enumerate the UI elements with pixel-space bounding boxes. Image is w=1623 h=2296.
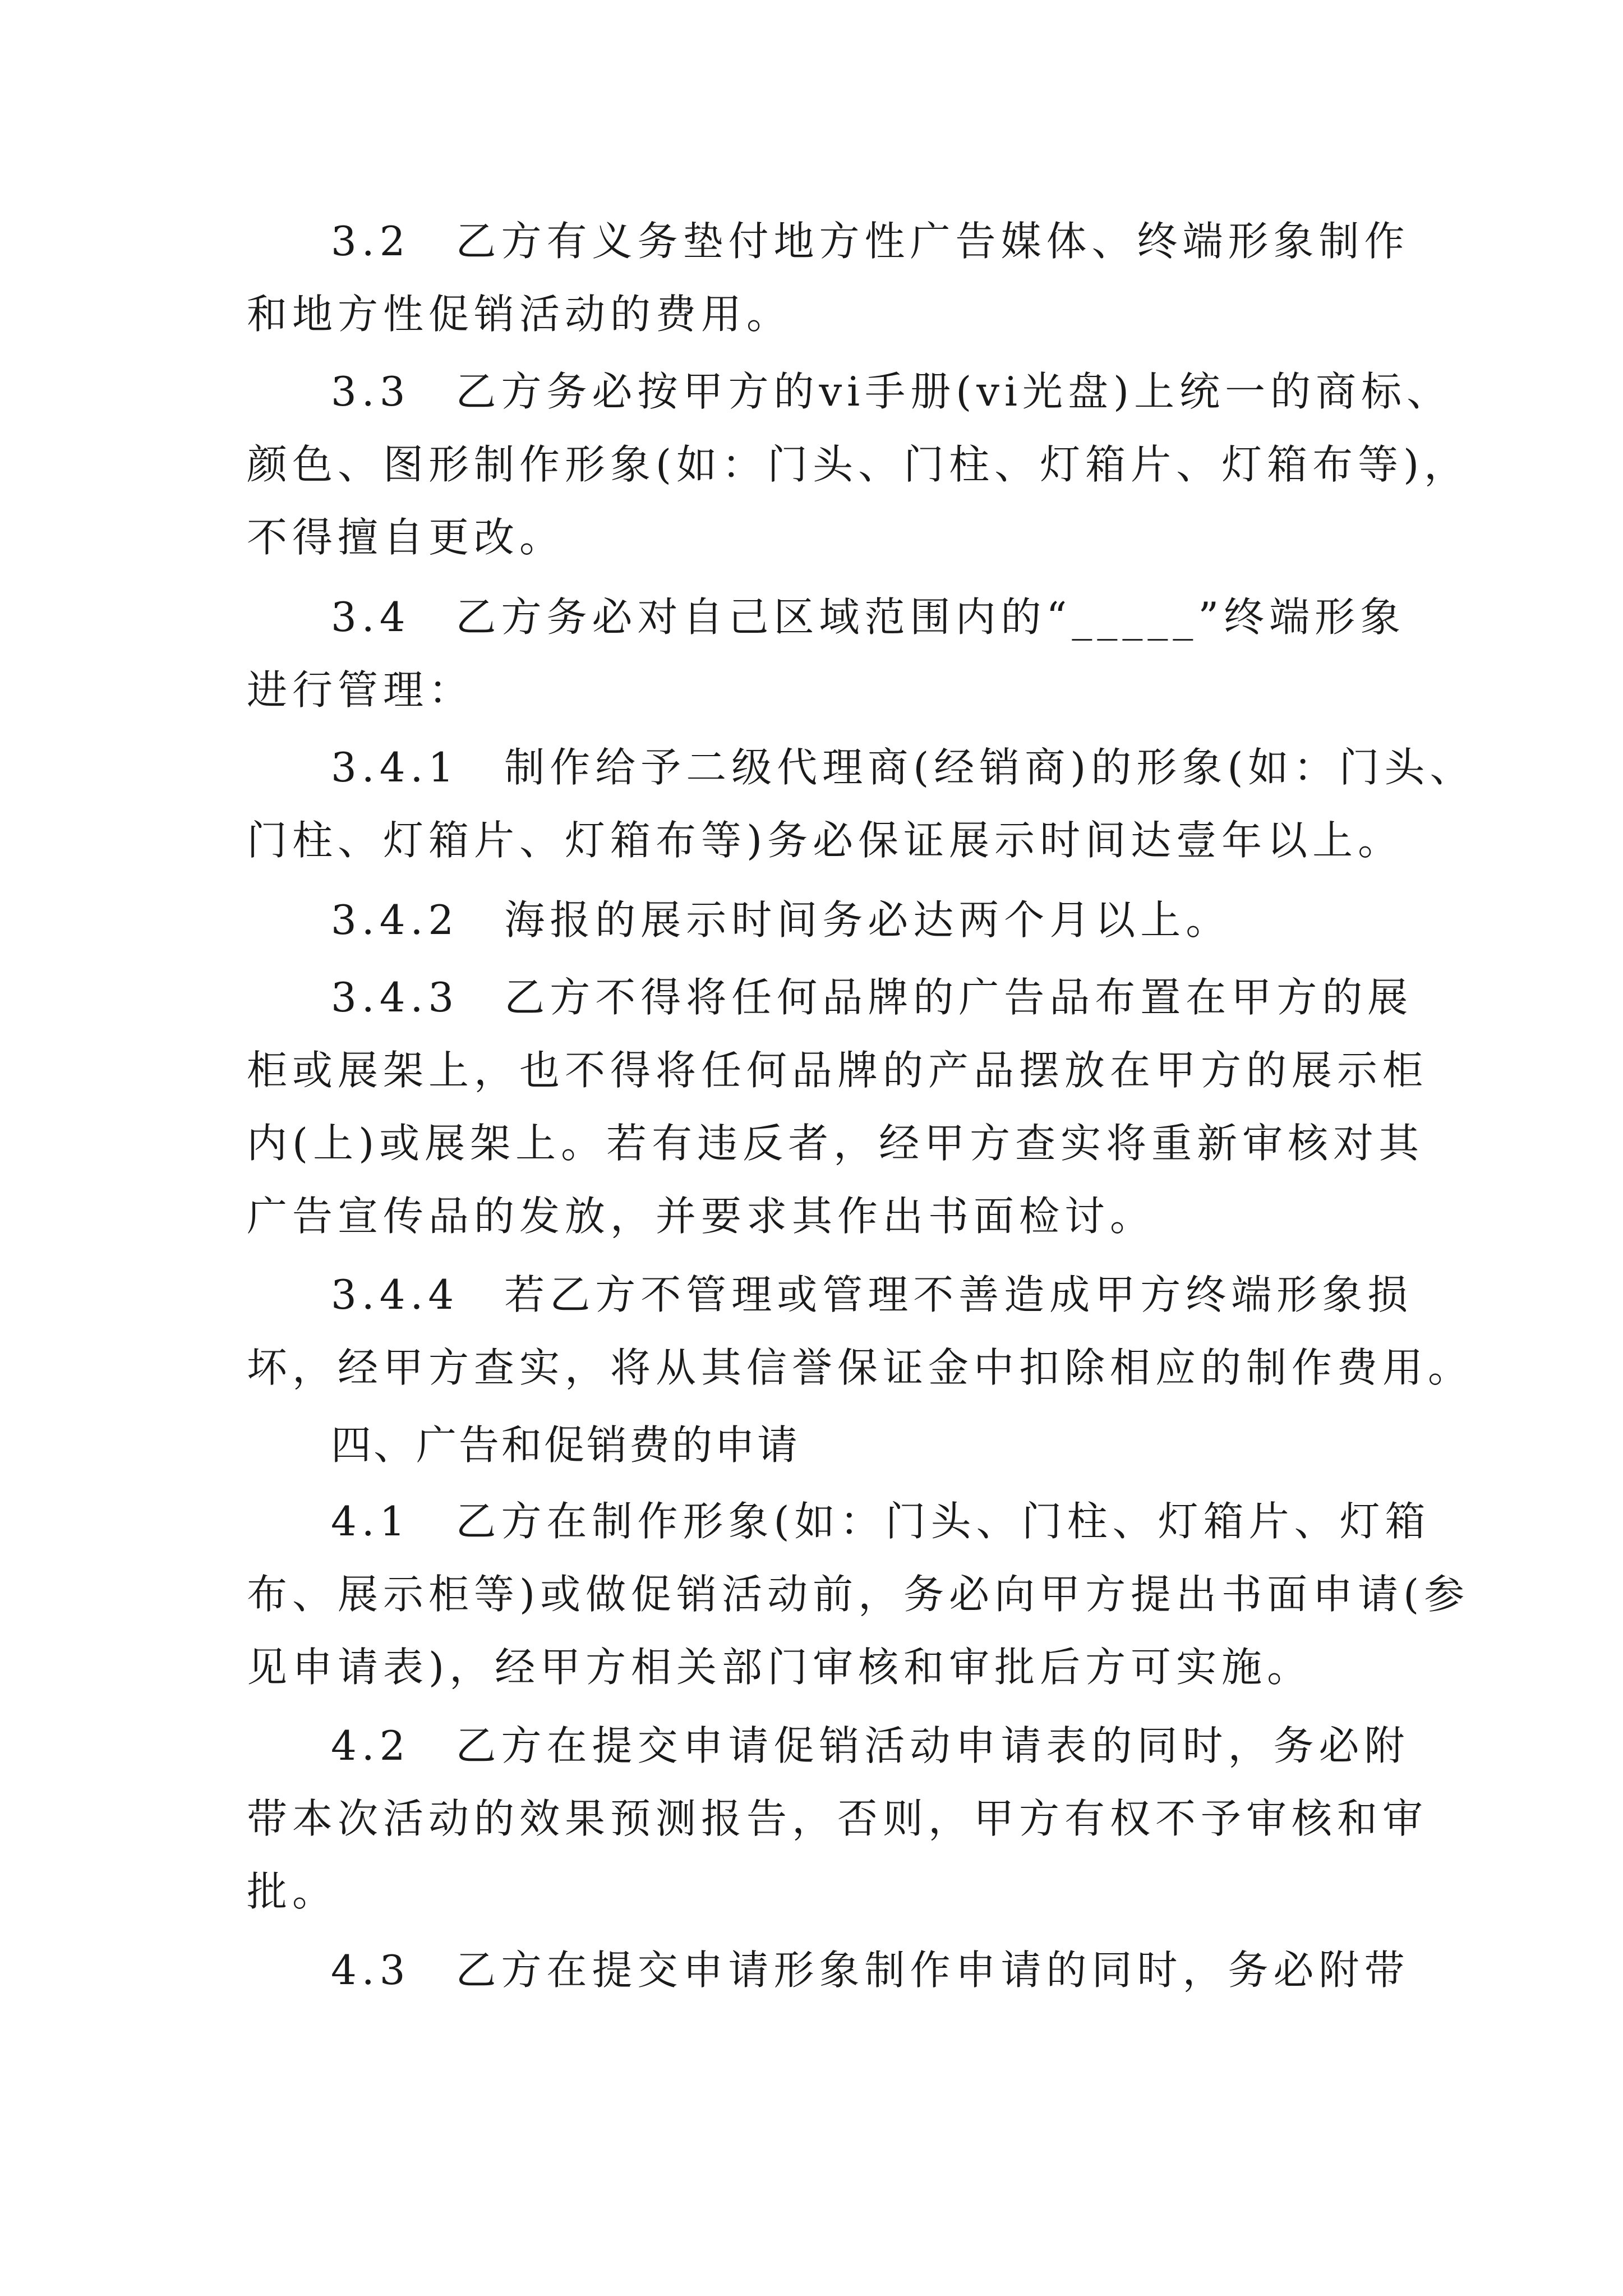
clause-3-4-3-line-2: 柜或展架上，也不得将任何品牌的产品摆放在甲方的展示柜 [247, 1047, 1428, 1094]
clause-3-4-4-line-1: 3.4.4 若乙方不管理或管理不善造成甲方终端形象损 [331, 1271, 1413, 1318]
clause-3-3-line-1: 3.3 乙方务必按甲方的vi手册(vi光盘)上统一的商标、 [331, 368, 1453, 415]
clause-4-1-line-3: 见申请表)，经甲方相关部门审核和审批后方可实施。 [247, 1644, 1313, 1691]
clause-4-1-line-1: 4.1 乙方在制作形象(如：门头、门柱、灯箱片、灯箱 [331, 1498, 1431, 1545]
clause-3-4-1-line-2: 门柱、灯箱片、灯箱布等)务必保证展示时间达壹年以上。 [247, 817, 1404, 864]
clause-3-4-line-2: 进行管理： [247, 666, 474, 714]
clause-4-2-line-1: 4.2 乙方在提交申请促销活动申请表的同时，务必附 [331, 1722, 1410, 1769]
clause-3-3-line-3: 不得擅自更改。 [247, 514, 565, 561]
clause-3-2-line-1: 3.2 乙方有义务垫付地方性广告媒体、终端形象制作 [331, 218, 1410, 265]
clause-4-3-line-1: 4.3 乙方在提交申请形象制作申请的同时，务必附带 [331, 1947, 1410, 1994]
clause-4-2-line-2: 带本次活动的效果预测报告，否则，甲方有权不予审核和审 [247, 1795, 1428, 1842]
clause-3-4-2-line-1: 3.4.2 海报的展示时间务必达两个月以上。 [331, 896, 1232, 944]
clause-3-4-4-line-2: 坏，经甲方查实，将从其信誉保证金中扣除相应的制作费用。 [247, 1344, 1474, 1391]
clause-3-3-line-2: 颜色、图形制作形象(如：门头、门柱、灯箱片、灯箱布等)， [247, 441, 1470, 488]
clause-3-4-3-line-1: 3.4.3 乙方不得将任何品牌的广告品布置在甲方的展 [331, 974, 1413, 1021]
clause-3-4-1-line-1: 3.4.1 制作给予二级代理商(经销商)的形象(如：门头、 [331, 744, 1476, 791]
clause-3-4-3-line-3: 内(上)或展架上。若有违反者，经甲方查实将重新审核对其 [247, 1120, 1424, 1167]
clause-3-4-line-1: 3.4 乙方务必对自己区域范围内的“_____”终端形象 [331, 593, 1406, 641]
clause-3-4-3-line-4: 广告宣传品的发放，并要求其作出书面检讨。 [247, 1193, 1156, 1240]
section-4-heading: 四、广告和促销费的申请 [331, 1421, 800, 1469]
clause-4-2-line-3: 批。 [247, 1868, 338, 1915]
clause-4-1-line-2: 布、展示柜等)或做促销活动前，务必向甲方提出书面申请(参 [247, 1571, 1470, 1618]
clause-3-2-line-2: 和地方性促销活动的费用。 [247, 291, 792, 338]
